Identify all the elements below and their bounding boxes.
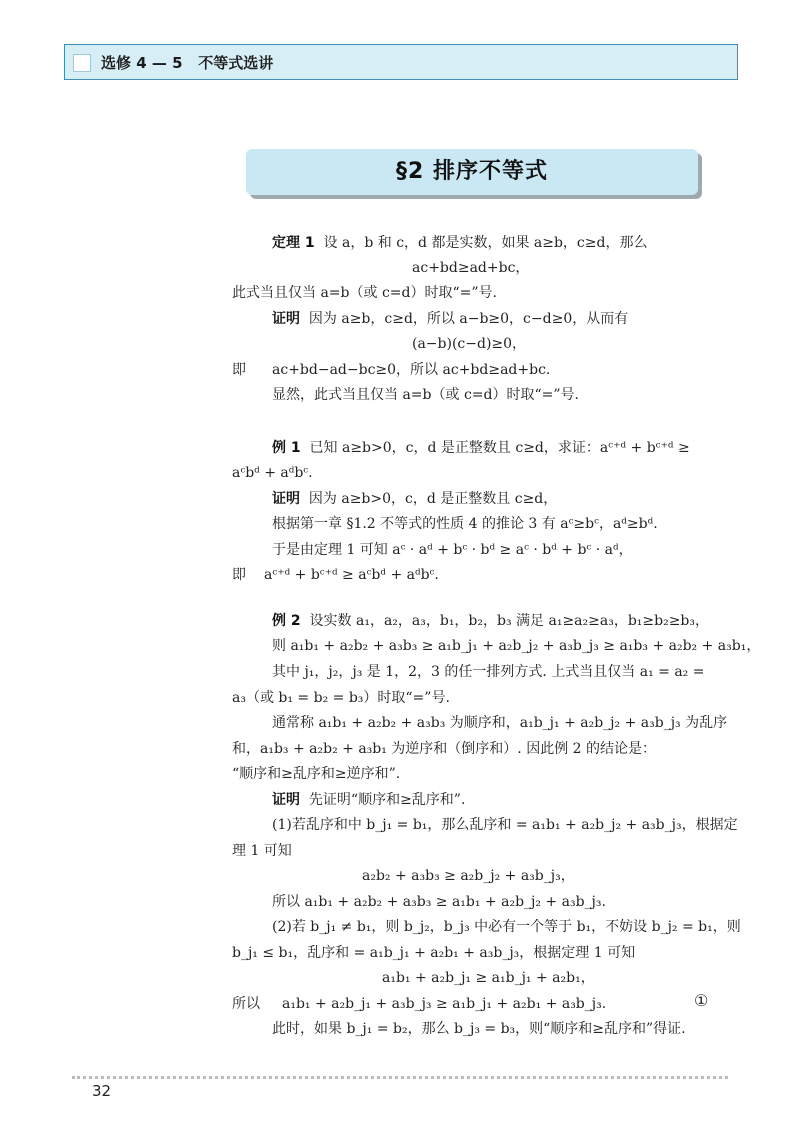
example1-proof-line4b: aᶜ⁺ᵈ + bᶜ⁺ᵈ ≥ aᶜbᵈ + aᵈbᶜ. [264,567,439,583]
example2-line6: 和，a₁b₃ + a₂b₂ + a₃b₁ 为逆序和（倒序和）. 因此例 2 的结论是： [232,741,657,757]
example2-line3: 其中 j₁，j₂，j₃ 是 1，2，3 的任一排列方式. 上式当且仅当 a₁ = a₂ = [272,664,705,680]
page-number: 32 [92,1082,112,1100]
example2-line4: a₃（或 b₁ = b₂ = b₃）时取“=”号. [232,690,450,706]
example1-proof-line4a: 即 [232,567,246,583]
example2-proof-line9b: a₁b₁ + a₂b_j₁ + a₃b_j₃ ≥ a₁b_j₁ + a₂b₁ + a₃b_j₃. [282,996,607,1012]
proof1-label: 证明 [272,311,300,327]
example2-proof-label: 证明 [272,792,300,808]
section-title: §2 排序不等式 [396,159,548,184]
example1-proof-line3: 于是由定理 1 可知 aᶜ · aᵈ + bᶜ · bᵈ ≥ aᶜ · bᵈ + bᶜ · aᵈ， [272,542,633,558]
proof1-line4: 显然，此式当且仅当 a=b（或 c=d）时取“=”号. [272,387,579,403]
example1-text1: 已知 a≥b>0，c，d 是正整数且 c≥d，求证：aᶜ⁺ᵈ + bᶜ⁺ᵈ ≥ [309,440,690,456]
equation-number-circled-1: ① [694,991,709,1010]
example2-proof-line2: (1)若乱序和中 b_j₁ = b₁，那么乱序和 = a₁b₁ + a₂b_j₂ + a₃b_j₃，根据定 [272,817,738,833]
section-title-banner [246,149,698,195]
example2-proof-line1 [272,790,465,810]
example2-proof-line4: a₂b₂ + a₃b₃ ≥ a₂b_j₂ + a₃b_j₃， [362,868,575,884]
theorem1-line1 [272,233,647,253]
proof1-line1 [272,309,628,329]
example1-label: 例 1 [272,440,301,456]
example2-proof-line7: b_j₁ ≤ b₁，乱序和 = a₁b_j₁ + a₂b₁ + a₃b_j₃，根据定理 1 可知 [232,945,636,961]
example1-proof-label: 证明 [272,491,300,507]
example1-proof-line2: 根据第一章 §1.2 不等式的性质 4 的推论 3 有 aᶜ≥bᶜ，aᵈ≥bᵈ. [272,516,658,532]
example2-proof-line5: 所以 a₁b₁ + a₂b₂ + a₃b₃ ≥ a₁b₁ + a₂b_j₂ + a₃b_j₃. [272,894,606,910]
example2-proof-line3: 理 1 可知 [232,843,292,859]
theorem1-formula: ac+bd≥ad+bc， [412,260,530,276]
example2-line7: “顺序和≥乱序和≥逆序和”. [232,766,401,782]
example1-proof-text1: 因为 a≥b>0，c，d 是正整数且 c≥d， [308,491,558,507]
proof1-line3b: ac+bd−ad−bc≥0，所以 ac+bd≥ad+bc. [272,362,551,378]
example2-line2: 则 a₁b₁ + a₂b₂ + a₃b₃ ≥ a₁b_j₁ + a₂b_j₂ + a₃b_j₃ ≥ a₁b₃ + a₂b₂ + a₃b₁， [272,638,761,654]
theorem1-text1: 设 a，b 和 c，d 都是实数，如果 a≥b，c≥d，那么 [323,235,648,251]
proof1-line3a: 即 [232,362,246,378]
example2-proof-line6: (2)若 b_j₁ ≠ b₁，则 b_j₂，b_j₃ 中必有一个等于 b₁，不妨设 b_j₂ = b₁，则 [272,919,741,935]
example2-proof-line9a: 所以 [232,996,260,1012]
example2-proof-line8: a₁b₁ + a₂b_j₁ ≥ a₁b_j₁ + a₂b₁， [382,970,595,986]
header-title: 选修 4 — 5 不等式选讲 [101,54,274,72]
example2-line1 [272,611,709,631]
example2-label: 例 2 [272,613,301,629]
example2-proof-line10: 此时，如果 b_j₁ = b₂，那么 b_j₃ = b₃，则“顺序和≥乱序和”得证. [272,1021,686,1037]
example1-line1 [272,438,690,458]
example2-text1: 设实数 a₁，a₂，a₃，b₁，b₂，b₃ 满足 a₁≥a₂≥a₃，b₁≥b₂≥b₃， [309,613,710,629]
proof1-text1: 因为 a≥b，c≥d，所以 a−b≥0，c−d≥0，从而有 [308,311,629,327]
example1-proof-line1 [272,489,557,509]
proof1-formula: (a−b)(c−d)≥0， [412,336,527,352]
example1-line2: aᶜbᵈ + aᵈbᶜ. [232,465,313,481]
example2-proof-text1: 先证明“顺序和≥乱序和”. [308,792,466,808]
footer-dotted-divider [72,1076,728,1079]
theorem1-line3: 此式当且仅当 a=b（或 c=d）时取“=”号. [232,285,497,301]
header-square-icon [73,54,91,72]
theorem1-label: 定理 1 [272,235,315,251]
example2-line5: 通常称 a₁b₁ + a₂b₂ + a₃b₃ 为顺序和，a₁b_j₁ + a₂b_j₂ + a₃b_j₃ 为乱序 [272,715,728,731]
page-header [64,44,738,80]
